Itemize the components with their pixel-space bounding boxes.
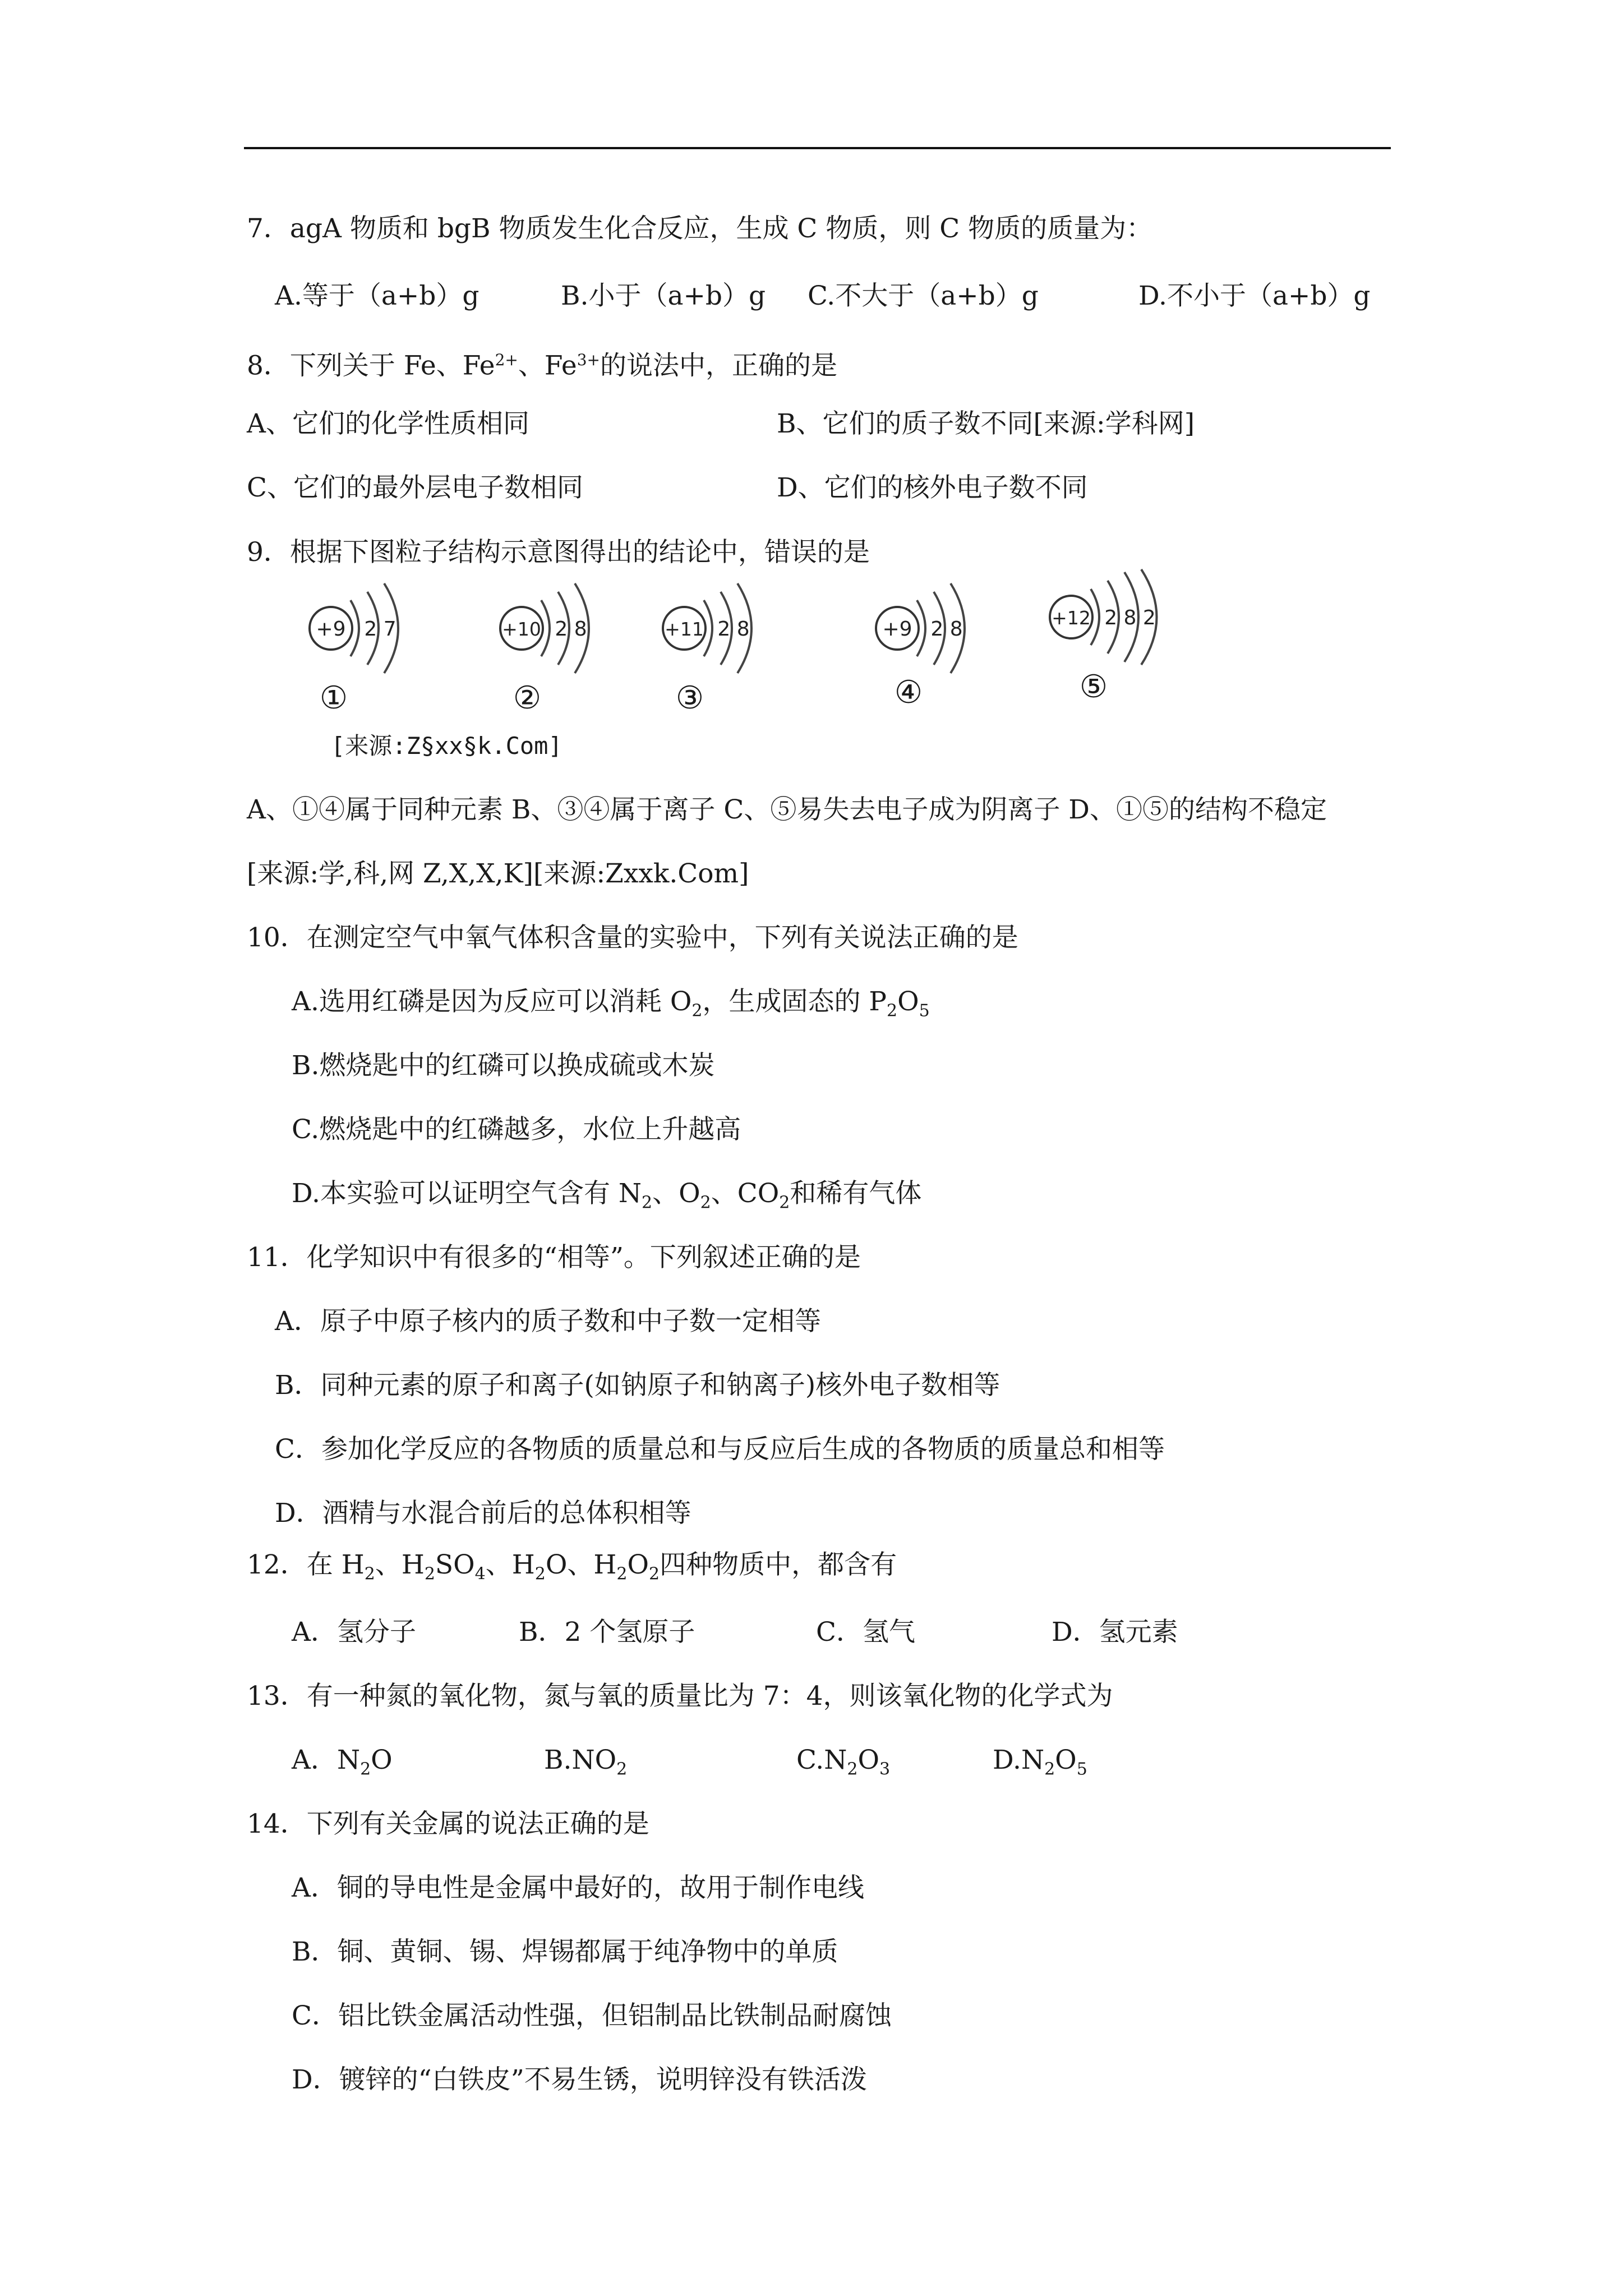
subscript: 2	[642, 1193, 653, 1213]
q8-option-b: B、它们的质子数不同[来源:学科网]	[777, 408, 1195, 439]
subscript: 2	[364, 1564, 375, 1584]
diagram-source-note: [来源:Z§xx§k.Com]	[331, 732, 562, 760]
q13-option-c	[796, 1743, 890, 1786]
shell-electrons: 2 7	[364, 618, 396, 641]
q12-option-a: A．氢分子	[292, 1617, 416, 1648]
q11-option-d: D．酒精与水混合前后的总体积相等	[275, 1498, 691, 1529]
shell-electrons: 2 8	[717, 618, 750, 641]
nucleus-charge: +12	[1052, 607, 1091, 629]
subscript: 4	[474, 1564, 486, 1584]
q13-d-text: D.N	[993, 1745, 1045, 1775]
header-rule	[244, 147, 1391, 149]
q12-text: 、H	[485, 1549, 535, 1580]
q8-stem-text-mid: 、Fe	[518, 350, 577, 381]
q12-text: O、H	[545, 1549, 617, 1580]
q12-text: SO	[435, 1549, 475, 1580]
q8-option-c: C、它们的最外层电子数相同	[247, 472, 583, 503]
q13-option-a	[292, 1743, 393, 1786]
q13-c-text-o: O	[857, 1745, 879, 1775]
q8-stem-text-end: 的说法中，正确的是	[600, 350, 837, 381]
q10-a-text-mid: ，生成固态的 P	[702, 986, 887, 1017]
subscript: 2	[1044, 1759, 1055, 1779]
nucleus-charge: +11	[665, 618, 704, 640]
q10-option-c: C.燃烧匙中的红磷越多，水位上升越高	[292, 1114, 741, 1145]
shell-electrons: 2 8	[555, 618, 587, 641]
q8-charge-3: 3+	[577, 351, 600, 369]
question-11-stem: 11．化学知识中有很多的“相等”。下列叙述正确的是	[247, 1242, 861, 1273]
q8-option-a: A、它们的化学性质相同	[247, 408, 529, 439]
particle-structure-diagrams	[297, 578, 1195, 724]
q10-option-b: B.燃烧匙中的红磷可以换成硫或木炭	[292, 1050, 715, 1081]
subscript: 2	[779, 1193, 790, 1213]
q13-option-b	[544, 1743, 627, 1786]
question-9-stem: 9．根据下图粒子结构示意图得出的结论中，错误的是	[247, 537, 870, 568]
q10-option-a	[292, 985, 930, 1028]
q14-option-b: B．铜、黄铜、锡、焊锡都属于纯净物中的单质	[292, 1936, 838, 1967]
question-14-stem: 14．下列有关金属的说法正确的是	[247, 1809, 649, 1839]
nucleus-charge: +9	[316, 618, 346, 641]
nucleus-charge: +9	[882, 618, 912, 641]
q13-a-text: A．N	[292, 1745, 361, 1775]
atom-diagram-5	[1038, 567, 1189, 705]
q10-d-text-a: 、O	[652, 1178, 700, 1209]
q10-option-d	[292, 1177, 921, 1220]
q12-text: 、H	[375, 1549, 425, 1580]
question-12-stem	[247, 1548, 897, 1591]
subscript: 2	[616, 1564, 628, 1584]
subscript: 2	[847, 1759, 858, 1779]
q9-options: A、①④属于同种元素 B、③④属于离子 C、⑤易失去电子成为阴离子 D、①⑤的结构不稳定	[247, 794, 1327, 825]
q10-d-text: D.本实验可以证明空气含有 N	[292, 1178, 642, 1209]
q9-source-note: [来源:学,科,网 Z,X,X,K][来源:Zxxk.Com]	[247, 858, 749, 889]
subscript: 5	[1076, 1759, 1087, 1779]
q7-option-a: A.等于（a+b）g	[275, 280, 479, 311]
atom-diagram-4	[864, 578, 998, 711]
shell-electrons: 2 8	[930, 618, 963, 641]
q13-a-text-end: O	[371, 1745, 393, 1775]
diagram-label-1: ①	[319, 680, 348, 716]
subscript: 2	[424, 1564, 435, 1584]
diagram-label-2: ②	[513, 680, 542, 716]
nucleus-charge: +10	[502, 618, 541, 640]
q8-option-d: D、它们的核外电子数不同	[777, 472, 1088, 503]
question-7-stem: 7．agA 物质和 bgB 物质发生化合反应，生成 C 物质，则 C 物质的质量为：	[247, 213, 1153, 244]
q8-stem-text: 8．下列关于 Fe、Fe	[247, 350, 495, 381]
subscript: 2	[691, 1001, 703, 1021]
q12-stem-text-end: 四种物质中，都含有	[660, 1549, 897, 1580]
q13-b-text: B.NO	[544, 1745, 617, 1775]
atom-diagram-1	[297, 578, 432, 716]
q14-option-c: C．铝比铁金属活动性强，但铝制品比铁制品耐腐蚀	[292, 2000, 892, 2031]
diagram-label-3: ③	[675, 680, 704, 716]
shell-electrons: 2 8 2	[1104, 606, 1156, 629]
q11-option-c: C．参加化学反应的各物质的质量总和与反应后生成的各物质的质量总和相等	[275, 1434, 1165, 1465]
diagram-label-5: ⑤	[1079, 669, 1108, 705]
q10-a-text-o: O	[897, 986, 919, 1017]
question-8-stem	[247, 343, 837, 383]
q11-option-a: A．原子中原子核内的质子数和中子数一定相等	[275, 1306, 821, 1337]
question-13-stem: 13．有一种氮的氧化物，氮与氧的质量比为 7：4，则该氧化物的化学式为	[247, 1681, 1113, 1711]
subscript: 2	[649, 1564, 660, 1584]
q12-stem-text: 12．在 H	[247, 1549, 365, 1580]
q7-option-d: D.不小于（a+b）g	[1138, 280, 1371, 311]
q10-d-text-end: 和稀有气体	[790, 1178, 922, 1209]
atom-diagram-2	[488, 578, 623, 716]
subscript: 2	[700, 1193, 711, 1213]
q12-text: O	[627, 1549, 649, 1580]
q12-option-c: C．氢气	[816, 1617, 915, 1648]
q8-charge-2: 2+	[495, 351, 518, 369]
q13-d-text-o: O	[1055, 1745, 1077, 1775]
q14-option-d: D．镀锌的“白铁皮”不易生锈，说明锌没有铁活泼	[292, 2064, 867, 2095]
q13-c-text: C.N	[796, 1745, 847, 1775]
q11-option-b: B．同种元素的原子和离子(如钠原子和钠离子)核外电子数相等	[275, 1370, 1000, 1401]
q10-d-text-b: 、CO	[711, 1178, 780, 1209]
question-10-stem: 10．在测定空气中氧气体积含量的实验中，下列有关说法正确的是	[247, 922, 1018, 953]
subscript: 3	[879, 1759, 891, 1779]
q12-option-b: B．2 个氢原子	[519, 1617, 695, 1648]
subscript: 5	[919, 1001, 930, 1021]
subscript: 2	[360, 1759, 371, 1779]
q12-option-d: D．氢元素	[1052, 1617, 1178, 1648]
subscript: 2	[887, 1001, 898, 1021]
q13-option-d	[993, 1743, 1087, 1786]
q7-option-b: B.小于（a+b）g	[561, 280, 766, 311]
q14-option-a: A．铜的导电性是金属中最好的，故用于制作电线	[292, 1872, 864, 1903]
subscript: 2	[616, 1759, 628, 1779]
q10-a-text: A.选用红磷是因为反应可以消耗 O	[292, 986, 692, 1017]
diagram-label-4: ④	[894, 674, 923, 711]
q7-option-c: C.不大于（a+b）g	[808, 280, 1039, 311]
subscript: 2	[534, 1564, 546, 1584]
atom-diagram-3	[651, 578, 785, 716]
